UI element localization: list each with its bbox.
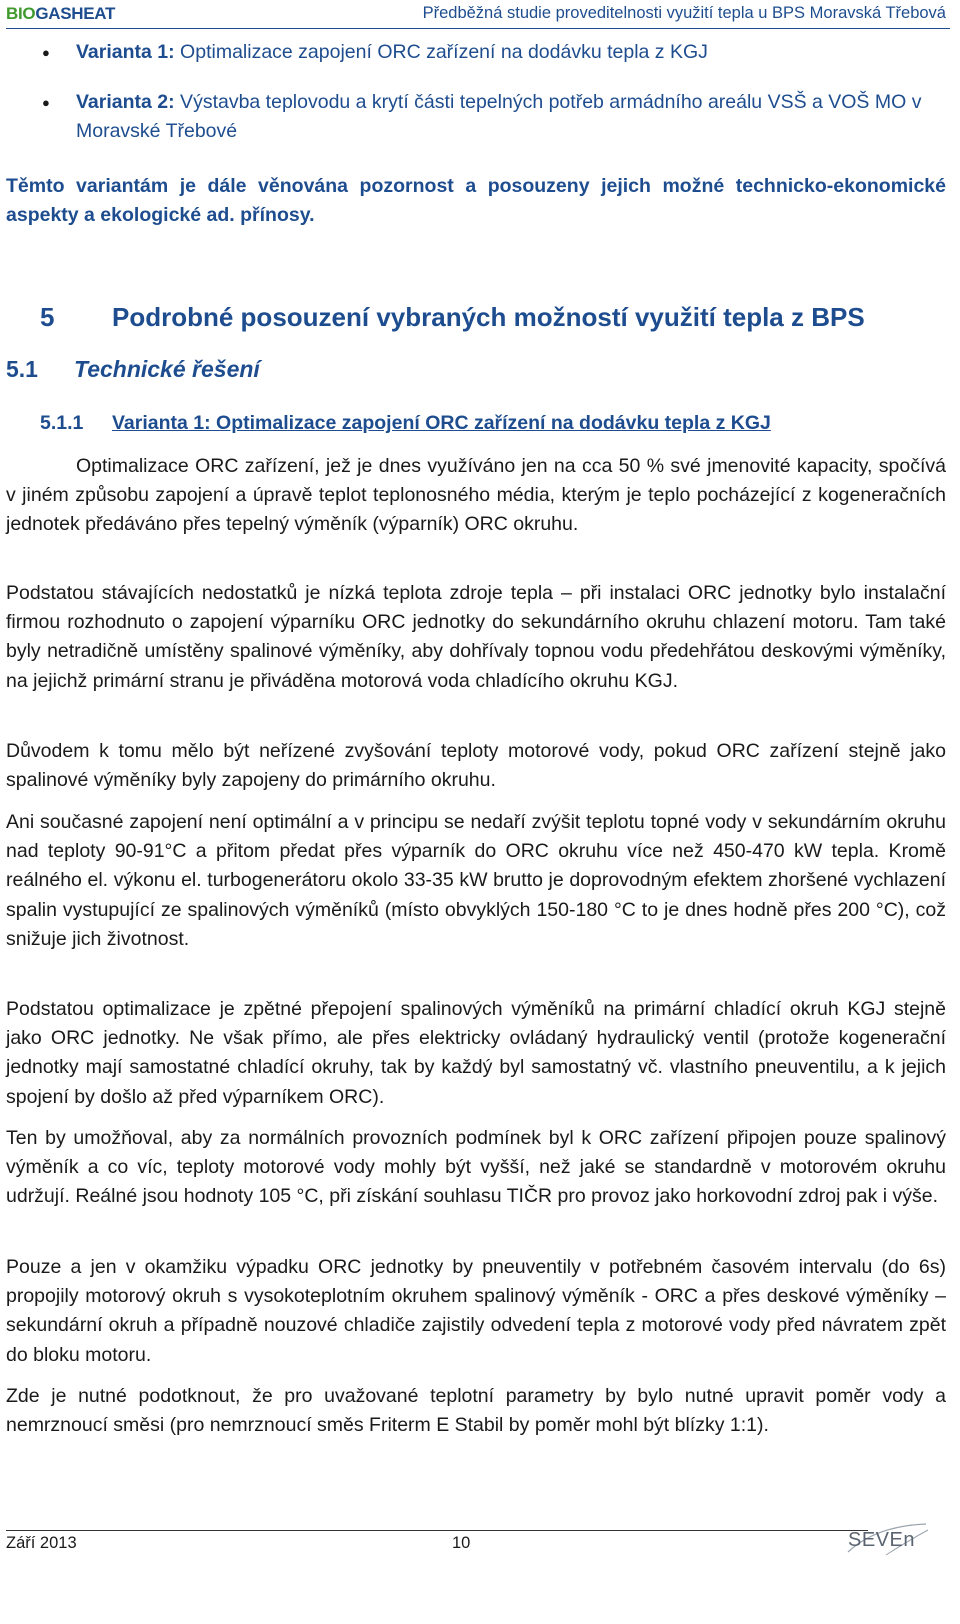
paragraph-3: Důvodem k tomu mělo být neřízené zvyšování teploty motorové vody, pokud ORC zařízení stejně jako spalinové výměníky byly zapojeny do primárního okruhu. <box>6 740 946 792</box>
seven-logo-text: SEVEn <box>848 1529 915 1551</box>
footer-divider <box>6 1530 868 1531</box>
header-title: Předběžná studie proveditelnosti využití tepla u BPS Moravská Třebová <box>422 4 946 22</box>
seven-logo <box>846 1522 930 1556</box>
paragraph-4: Ani současné zapojení není optimální a v principu se nedaří zvýšit teplotu topné vody v sekundárním okruhu nad teploty 90-91°C a přitom předat přes výparník do ORC okruhu více než 450-470 kW tepla. Kromě reálného el. výkonu el. turbogenerátoru okolo 33-35 kW brutto je doprovodným efektem zhoršené vychlazení spalin vystupující ze spalinových výměníků (místo obvyklých 150-180 °C to je dnes hodně přes 200 °C), což snižuje jich životnost. <box>6 811 946 950</box>
header-divider <box>6 28 950 29</box>
paragraph-5: Podstatou optimalizace je zpětné přepojení spalinových výměníků na primární chladící okruh KGJ stejně jako ORC jednotky. Ne však přímo, ale přes elektricky ovládaný hydraulický ventil (protože kogenerační jednotky mají samostatné chladící okruhy, tak by každý byl samostatný vč. vlastního pneuventilu, a k jejich spojení by došlo až před výparníkem ORC). <box>6 998 946 1108</box>
paragraph-8: Zde je nutné podotknout, že pro uvažované teplotní parametry by bylo nutné upravit poměr vody a nemrznoucí směsi (pro nemrznoucí směs Friterm E Stabil by poměr mohl být blízky 1:1). <box>6 1385 946 1437</box>
paragraph-6: Ten by umožňoval, aby za normálních provozních podmínek byl k ORC zařízení připojen pouze spalinový výměník a co víc, teploty motorové vody mohly být vyšší, než jaké se standardně v motorovém okruhu udržují. Reálné jsou hodnoty 105 °C, při získání souhlasu TIČR pro provoz jako horkovodní zdroj pak i výše. <box>6 1127 946 1208</box>
bullet-icon: ● <box>42 95 50 110</box>
paragraph-7: Pouze a jen v okamžiku výpadku ORC jednotky by pneuventily v potřebném časovém intervalu (do 6s) propojily motorový okruh s vysokoteplotním okruhem spalinový výměník - ORC a přes deskové výměníky – sekundární okruh a případně nouzové chladiče zajistily odvedení tepla z motorové vody před návratem zpět do bloku motoru. <box>6 1256 946 1366</box>
biogasheat-logo: BIOGASHEAT <box>6 4 116 23</box>
bullet-item-1: ● Varianta 1: Optimalizace zapojení ORC zařízení na dodávku tepla z KGJ <box>76 38 946 67</box>
logo-o-leaf: O <box>22 4 36 23</box>
footer-date: Září 2013 <box>6 1534 77 1552</box>
chapter-heading: 5 Podrobné posouzení vybraných možností využití tepla z BPS <box>40 302 865 332</box>
paragraph-2: Podstatou stávajících nedostatků je nízká teplota zdroje tepla – při instalaci ORC jednotky bylo instalační firmou rozhodnuto o zapojení výparníku ORC jednotky do sekundárního okruhu chlazení motoru. Tam také byly netradičně umístěny spalinové výměníky, aby dohřívaly topnou vodu předehřátou deskovými výměníky, na jejichž primární stranu je přiváděna motorová voda chladícího okruhu KGJ. <box>6 582 946 692</box>
page-number: 10 <box>452 1534 471 1552</box>
subsection-heading: 5.1.1 Varianta 1: Optimalizace zapojení ORC zařízení na dodávku tepla z KGJ <box>40 412 771 434</box>
paragraph-1: Optimalizace ORC zařízení, jež je dnes využíváno jen na cca 50 % své jmenovité kapacity, spočívá v jiném způsobu zapojení a úpravě teplot teplonosného média, kterým je teplo pocházející z kogeneračních jednotek předáváno přes tepelný výměník (výparník) ORC okruhu. <box>6 455 946 536</box>
section-heading: 5.1 Technické řešení <box>6 356 260 382</box>
bullet-icon: ● <box>42 45 50 60</box>
bullet-item-2: ● Varianta 2: Výstavba teplovodu a krytí části tepelných potřeb armádního areálu VSŠ a VOŠ MO v Moravské Třebové <box>76 88 946 146</box>
intro-paragraph: Těmto variantám je dále věnována pozornost a posouzeny jejich možné technicko-ekonomické aspekty a ekologické ad. přínosy. <box>6 175 946 226</box>
